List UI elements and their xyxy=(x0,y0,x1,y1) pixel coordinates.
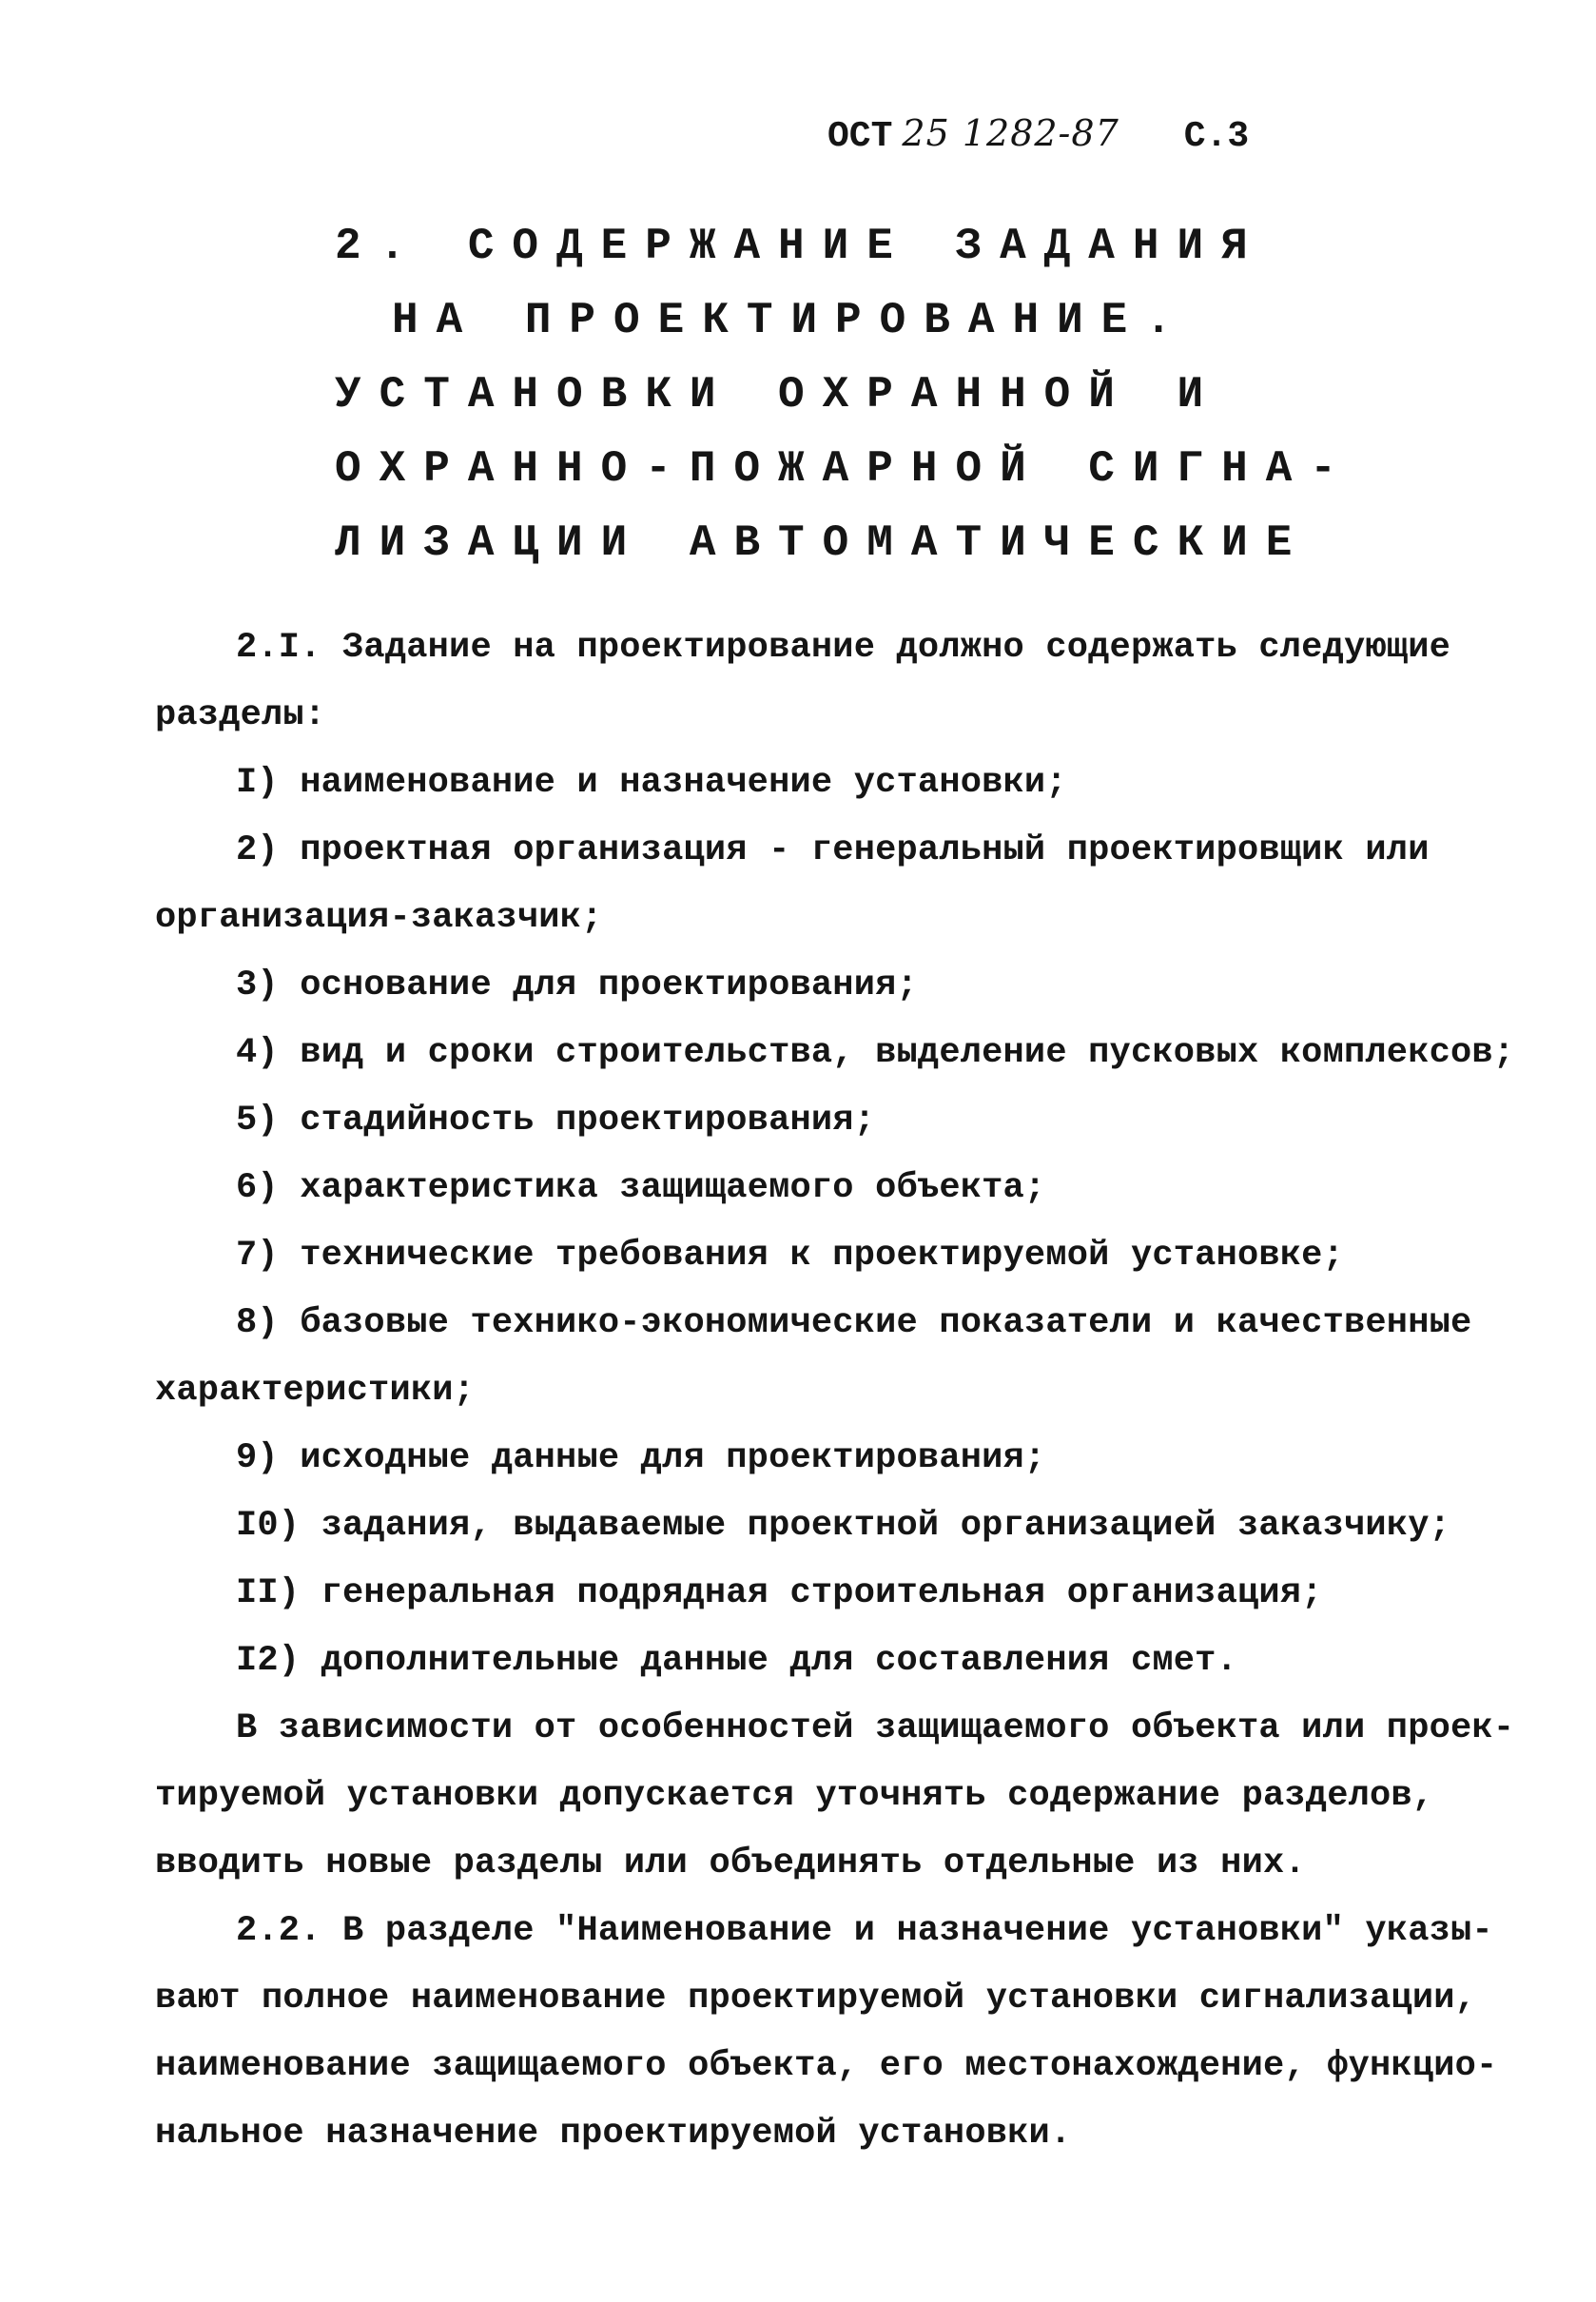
paragraph-2-1-intro: 2.I. Задание на проектирование должно содержать следующие xyxy=(236,628,1451,668)
list-item: 9) исходные данные для проектирования; xyxy=(236,1438,1046,1478)
list-item: 3) основание для проектирования; xyxy=(236,966,918,1005)
section-title-line: ОХРАННО-ПОЖАРНОЙ СИГНА- xyxy=(335,444,1354,494)
paragraph-2-2-line: вают полное наименование проектируемой установки сигнализации, xyxy=(155,1979,1477,2019)
list-item: 7) технические требования к проектируемой установке; xyxy=(236,1236,1344,1276)
note-line: В зависимости от особенностей защищаемого объекта или проек- xyxy=(236,1708,1515,1748)
section-title xyxy=(335,209,1354,580)
note-line: тируемой установки допускается уточнять содержание разделов, xyxy=(155,1776,1434,1816)
page-header xyxy=(827,112,1249,157)
list-item-continuation: характеристики; xyxy=(155,1371,476,1411)
section-title-line: УСТАНОВКИ ОХРАННОЙ И xyxy=(335,370,1222,419)
list-item: I2) дополнительные данные для составления смет. xyxy=(236,1641,1237,1681)
standard-number: 25 1282-87 xyxy=(902,112,1119,154)
list-item: I0) задания, выдаваемые проектной организацией заказчику; xyxy=(236,1506,1451,1546)
paragraph-2-1-intro-cont: разделы: xyxy=(155,695,326,735)
list-item: I) наименование и назначение установки; xyxy=(236,763,1067,803)
list-item: 2) проектная организация - генеральный проектировщик или xyxy=(236,830,1430,870)
paragraph-2-2-line: нальное назначение проектируемой установки. xyxy=(155,2114,1072,2154)
list-item: 8) базовые технико-экономические показатели и качественные xyxy=(236,1303,1472,1343)
standard-prefix: ОСТ xyxy=(827,116,893,157)
page-number: С.3 xyxy=(1183,116,1250,157)
section-title-line: НА ПРОЕКТИРОВАНИЕ. xyxy=(392,296,1190,345)
list-item: 6) характеристика защищаемого объекта; xyxy=(236,1168,1046,1208)
list-item: II) генеральная подрядная строительная организация; xyxy=(236,1573,1323,1613)
list-item: 5) стадийность проектирования; xyxy=(236,1101,876,1141)
list-item: 4) вид и сроки строительства, выделение пусковых комплексов; xyxy=(236,1033,1515,1073)
paragraph-2-2-line: 2.2. В разделе "Наименование и назначение установки" указы- xyxy=(236,1911,1493,1951)
body-text xyxy=(155,615,1515,2168)
section-title-line: ЛИЗАЦИИ АВТОМАТИЧЕСКИЕ xyxy=(335,518,1311,568)
section-title-line: 2. СОДЕРЖАНИЕ ЗАДАНИЯ xyxy=(335,222,1266,271)
list-item-continuation: организация-заказчик; xyxy=(155,898,603,938)
paragraph-2-2-line: наименование защищаемого объекта, его местонахождение, функцио- xyxy=(155,2046,1498,2086)
note-line: вводить новые разделы или объединять отдельные из них. xyxy=(155,1844,1306,1883)
